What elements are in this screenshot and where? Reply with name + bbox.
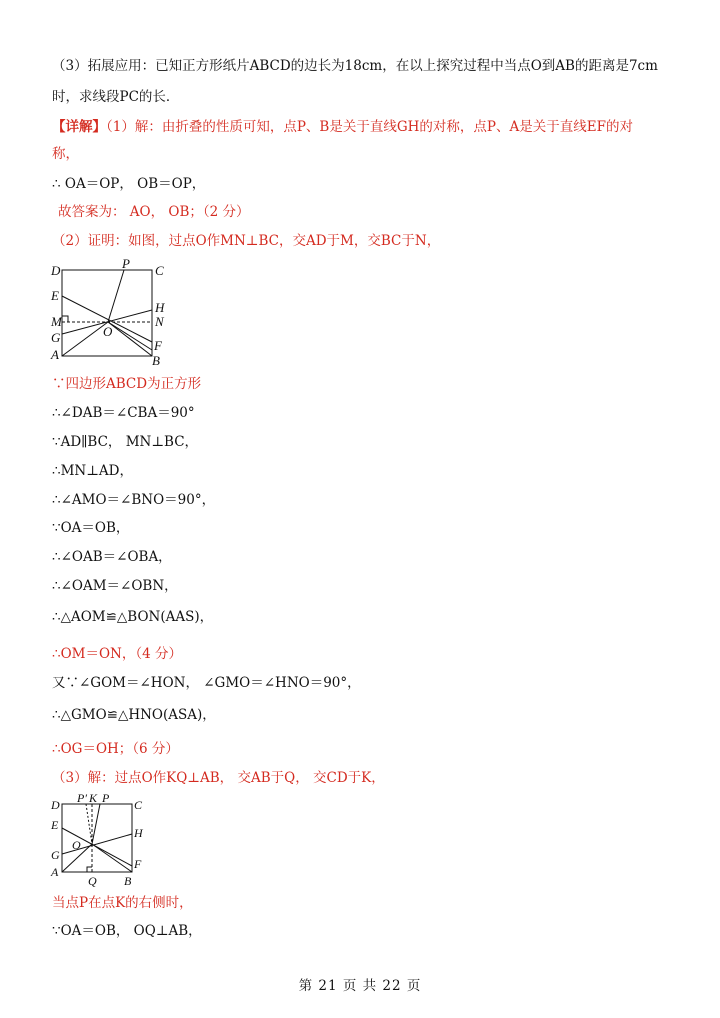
square-abcd bbox=[62, 270, 152, 356]
step-3: ∴MN⊥AD， bbox=[52, 463, 133, 479]
answer-line: 故答案为： AO， OB；（2 分） bbox=[58, 204, 250, 220]
segment-p-prime-o bbox=[86, 804, 92, 844]
segment-po bbox=[92, 804, 100, 844]
proof-intro-line: （2）证明：如图，过点O作MN⊥BC，交AD于M，交BC于N， bbox=[52, 233, 441, 249]
segment-ob bbox=[92, 844, 132, 872]
part3-intro-line: （3）解：过点O作KQ⊥AB， 交AB于Q， 交CD于K， bbox=[52, 770, 385, 786]
fig2-label-b: B bbox=[124, 874, 132, 888]
step-7: ∴∠OAM＝∠OBN， bbox=[52, 578, 178, 594]
detail-line-2: 称， bbox=[52, 146, 79, 162]
problem-line-2: 时，求线段PC的长． bbox=[52, 89, 180, 105]
fig2-label-p-prime: P′ bbox=[77, 792, 87, 805]
fig1-label-f: F bbox=[154, 338, 162, 353]
detail-line-1 bbox=[52, 118, 633, 136]
step-5: ∵OA＝OB， bbox=[52, 520, 130, 536]
fig2-label-k: K bbox=[89, 792, 98, 805]
fig1-label-g: G bbox=[51, 330, 61, 345]
fig2-label-q: Q bbox=[88, 874, 97, 888]
square-premise-line: ∵四边形ABCD为正方形 bbox=[52, 376, 202, 392]
problem-line-1: （3）拓展应用：已知正方形纸片ABCD的边长为18cm，在以上探究过程中当点O到AB的距离是7cm bbox=[52, 58, 658, 74]
fig1-label-d: D bbox=[51, 263, 61, 278]
fig2-label-e: E bbox=[51, 818, 59, 832]
segment-ao bbox=[62, 322, 108, 356]
fig1-label-n: N bbox=[155, 314, 164, 329]
fig2-label-g: G bbox=[51, 848, 60, 862]
case-line: 当点P在点K的右侧时， bbox=[52, 895, 193, 911]
step-11: ∴△GMO≌△HNO(ASA)， bbox=[52, 707, 216, 723]
step-10: 又∵∠GOM＝∠HON， ∠GMO＝∠HNO＝90°， bbox=[52, 675, 361, 691]
detail-text: （1）解：由折叠的性质可知，点P、B是关于直线GH的对称，点P、A是关于直线EF的对 bbox=[106, 119, 633, 135]
figure-1-diagram bbox=[48, 258, 178, 368]
fig1-label-c: C bbox=[155, 263, 164, 278]
step-4: ∴∠AMO＝∠BNO＝90°， bbox=[52, 492, 216, 508]
fig1-label-o: O bbox=[103, 324, 113, 339]
detail-label: 【详解】 bbox=[52, 119, 106, 135]
fig1-label-h: H bbox=[155, 300, 165, 315]
segment-of bbox=[108, 322, 152, 350]
fig1-label-p: P bbox=[122, 258, 130, 271]
fig2-label-f: F bbox=[134, 857, 142, 871]
right-angle-marker bbox=[87, 867, 92, 872]
step-12: ∴OG＝OH；（6 分） bbox=[52, 741, 179, 757]
fig2-label-a: A bbox=[51, 865, 59, 879]
fig2-label-o: O bbox=[72, 838, 81, 852]
fig1-label-e: E bbox=[51, 288, 59, 303]
page-footer: 第 21 页 共 22 页 bbox=[298, 978, 422, 994]
fig1-label-m: M bbox=[51, 314, 62, 329]
step-6: ∴∠OAB＝∠OBA， bbox=[52, 549, 172, 565]
segment-po bbox=[108, 270, 124, 322]
step-2: ∵AD∥BC， MN⊥BC， bbox=[52, 434, 199, 450]
step-9: ∴OM＝ON，（4 分） bbox=[52, 646, 182, 662]
fig1-label-a: A bbox=[51, 347, 59, 362]
step-1: ∴∠DAB＝∠CBA＝90° bbox=[52, 405, 195, 421]
fig2-label-h: H bbox=[134, 826, 143, 840]
conclusion-line: ∴ OA＝OP， OB＝OP， bbox=[52, 176, 206, 192]
fig2-label-d: D bbox=[51, 798, 60, 812]
fig2-label-c: C bbox=[134, 798, 143, 812]
step-8: ∴△AOM≌△BON(AAS)， bbox=[52, 609, 214, 625]
final-line: ∵OA＝OB， OQ⊥AB， bbox=[52, 923, 202, 939]
right-angle-marker bbox=[62, 316, 68, 322]
figure-2-diagram bbox=[48, 792, 158, 890]
fig1-label-b: B bbox=[152, 353, 160, 368]
fig2-label-p: P bbox=[102, 792, 110, 805]
